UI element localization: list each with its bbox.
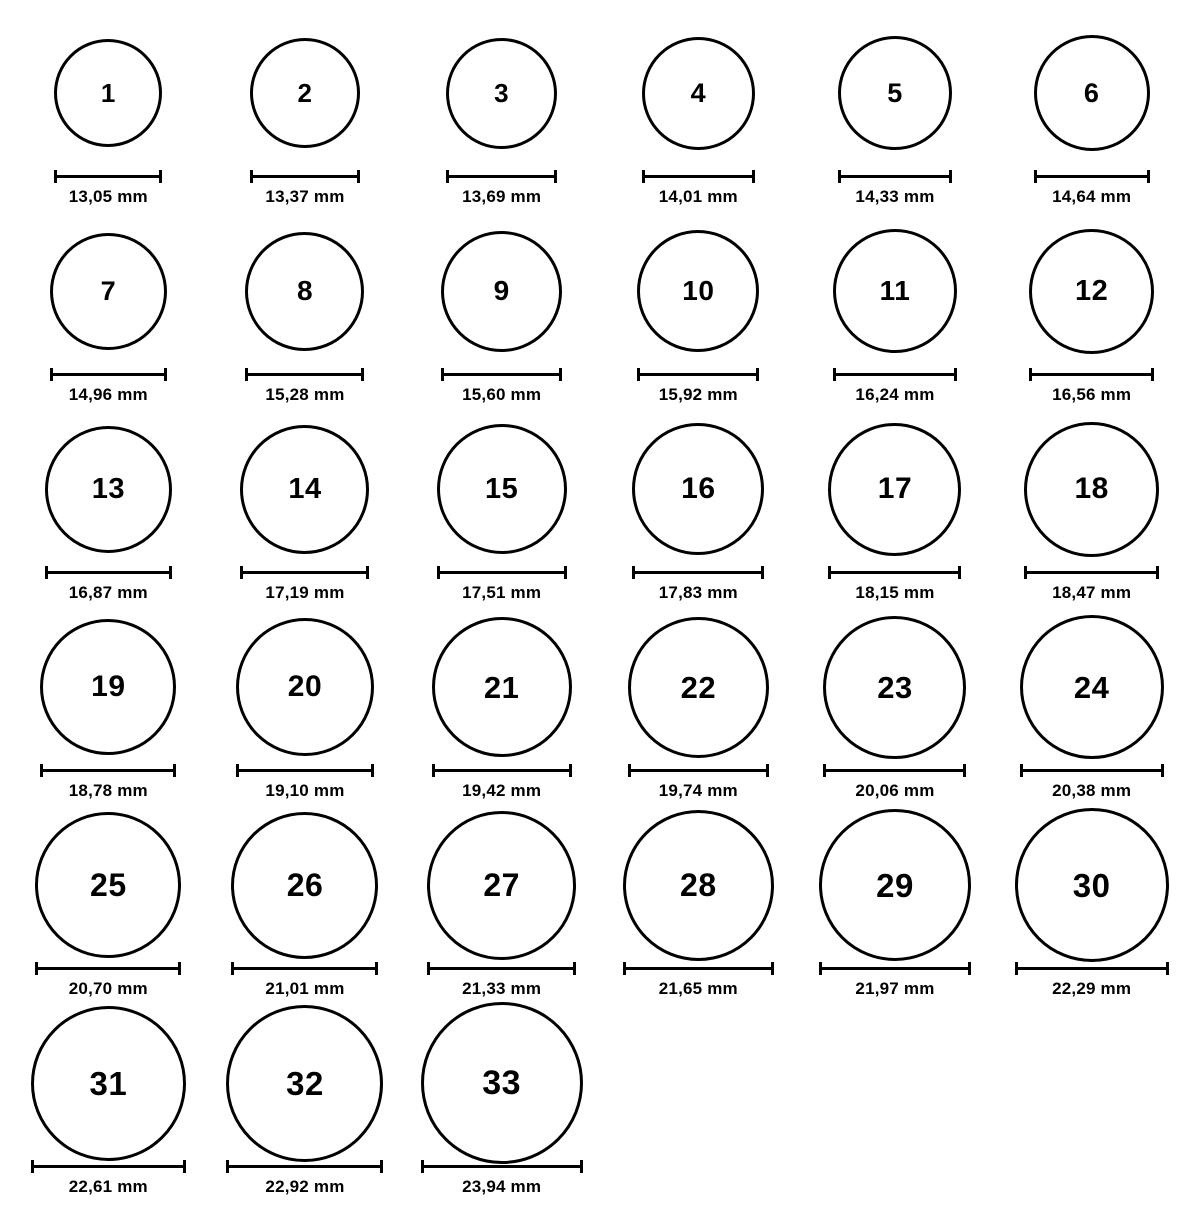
ring-size-number: 27	[483, 867, 520, 903]
ring-circle-wrapper	[231, 810, 378, 960]
measure-tick-right	[1151, 368, 1154, 381]
ring-size-cell	[10, 18, 206, 216]
ring-circle-icon	[632, 423, 764, 555]
measure-line	[50, 373, 167, 376]
measure-tick-left	[236, 764, 239, 777]
measure-tick-left	[441, 368, 444, 381]
ring-circle-wrapper	[446, 18, 557, 168]
diameter-measure-bar	[31, 1160, 186, 1172]
ring-size-number: 31	[89, 1064, 128, 1102]
ring-size-cell	[797, 216, 993, 414]
measure-line	[226, 1165, 383, 1168]
ring-circle-wrapper	[833, 216, 957, 366]
measure-tick-left	[432, 764, 435, 777]
ring-circle-wrapper	[441, 216, 562, 366]
ring-size-cell	[404, 612, 600, 810]
ring-circle-icon	[1024, 422, 1159, 557]
measure-tick-left	[1029, 368, 1032, 381]
measure-line	[833, 373, 957, 376]
diameter-measure-bar	[250, 170, 360, 182]
diameter-label: 14,01 mm	[658, 187, 738, 206]
ring-size-number: 15	[485, 472, 519, 505]
ring-size-cell	[797, 810, 993, 1008]
ring-size-cell	[600, 810, 796, 1008]
ring-size-cell	[994, 810, 1190, 1008]
diameter-label: 19,10 mm	[265, 781, 345, 800]
diameter-label: 18,47 mm	[1052, 583, 1132, 602]
measure-line	[54, 175, 162, 178]
measure-tick-left	[823, 764, 826, 777]
ring-circle-wrapper	[628, 612, 769, 762]
diameter-measure-bar	[437, 566, 567, 578]
diameter-label: 15,60 mm	[462, 385, 542, 404]
ring-size-number: 11	[879, 275, 911, 306]
measure-line	[1015, 967, 1169, 970]
measure-tick-left	[427, 962, 430, 975]
diameter-measure-bar	[427, 962, 576, 974]
ring-circle-wrapper	[838, 18, 952, 168]
ring-circle-icon	[240, 425, 369, 554]
ring-size-number: 29	[876, 866, 914, 904]
ring-circle-wrapper	[828, 414, 961, 564]
ring-size-cell	[600, 414, 796, 612]
measure-line	[236, 769, 374, 772]
ring-size-number: 4	[690, 77, 707, 108]
diameter-measure-bar	[838, 170, 952, 182]
measure-tick-right	[559, 368, 562, 381]
ring-circle-icon	[250, 38, 360, 148]
measure-tick-left	[828, 566, 831, 579]
ring-circle-icon	[421, 1002, 583, 1164]
ring-size-grid	[10, 18, 1190, 1206]
measure-tick-right	[357, 170, 360, 183]
ring-size-cell	[797, 18, 993, 216]
diameter-measure-bar	[240, 566, 369, 578]
measure-tick-right	[361, 368, 364, 381]
ring-circle-wrapper	[1024, 414, 1159, 564]
diameter-measure-bar	[819, 962, 971, 974]
ring-size-number: 24	[1073, 669, 1110, 705]
diameter-label: 17,19 mm	[265, 583, 345, 602]
measure-tick-right	[164, 368, 167, 381]
ring-size-number: 12	[1075, 274, 1109, 307]
ring-size-cell	[797, 414, 993, 612]
ring-size-cell	[404, 1008, 600, 1206]
diameter-label: 14,64 mm	[1052, 187, 1132, 206]
measure-tick-left	[632, 566, 635, 579]
measure-tick-left	[437, 566, 440, 579]
diameter-label: 13,37 mm	[265, 187, 345, 206]
diameter-measure-bar	[623, 962, 774, 974]
ring-circle-icon	[54, 39, 162, 147]
diameter-measure-bar	[828, 566, 961, 578]
ring-circle-icon	[45, 426, 172, 553]
diameter-label: 21,01 mm	[265, 979, 345, 998]
ring-circle-icon	[245, 232, 364, 351]
diameter-label: 16,87 mm	[68, 583, 148, 602]
ring-size-cell	[994, 414, 1190, 612]
diameter-label: 23,94 mm	[462, 1177, 542, 1196]
diameter-measure-bar	[823, 764, 966, 776]
measure-tick-left	[838, 170, 841, 183]
diameter-measure-bar	[628, 764, 769, 776]
diameter-measure-bar	[236, 764, 374, 776]
measure-tick-right	[380, 1160, 383, 1173]
diameter-measure-bar	[421, 1160, 583, 1172]
measure-tick-right	[366, 566, 369, 579]
ring-circle-wrapper	[432, 612, 572, 762]
ring-size-number: 23	[877, 669, 913, 705]
ring-circle-wrapper	[240, 414, 369, 564]
ring-size-number: 2	[297, 78, 313, 108]
ring-circle-icon	[236, 618, 374, 756]
ring-size-cell	[994, 18, 1190, 216]
measure-tick-left	[245, 368, 248, 381]
ring-size-cell	[600, 18, 796, 216]
measure-tick-right	[564, 566, 567, 579]
ring-circle-icon	[35, 812, 181, 958]
measure-tick-right	[752, 170, 755, 183]
diameter-measure-bar	[637, 368, 759, 380]
measure-tick-right	[963, 764, 966, 777]
ring-size-cell	[10, 810, 206, 1008]
diameter-measure-bar	[54, 170, 162, 182]
measure-tick-right	[968, 962, 971, 975]
ring-size-number: 6	[1083, 77, 1100, 108]
ring-circle-icon	[628, 617, 769, 758]
measure-tick-left	[421, 1160, 424, 1173]
measure-line	[427, 967, 576, 970]
ring-circle-wrapper	[642, 18, 755, 168]
ring-size-number: 16	[681, 472, 716, 505]
diameter-measure-bar	[446, 170, 557, 182]
ring-circle-wrapper	[632, 414, 764, 564]
ring-size-number: 5	[887, 77, 903, 108]
measure-tick-right	[375, 962, 378, 975]
measure-tick-left	[226, 1160, 229, 1173]
ring-circle-wrapper	[427, 810, 576, 960]
ring-circle-icon	[432, 617, 572, 757]
ring-circle-icon	[1034, 35, 1150, 151]
measure-line	[632, 571, 764, 574]
measure-line	[1034, 175, 1150, 178]
ring-size-number: 26	[286, 867, 324, 903]
ring-size-number: 33	[482, 1064, 522, 1102]
measure-tick-right	[1166, 962, 1169, 975]
measure-tick-left	[40, 764, 43, 777]
ring-size-number: 13	[91, 472, 125, 505]
measure-line	[40, 769, 176, 772]
ring-circle-icon	[623, 810, 774, 961]
ring-circle-wrapper	[236, 612, 374, 762]
diameter-measure-bar	[45, 566, 172, 578]
diameter-measure-bar	[432, 764, 572, 776]
ring-circle-wrapper	[623, 810, 774, 960]
ring-size-cell	[207, 414, 403, 612]
ring-size-number: 22	[680, 669, 717, 705]
measure-tick-right	[573, 962, 576, 975]
ring-size-cell	[404, 18, 600, 216]
ring-size-cell	[207, 810, 403, 1008]
ring-size-number: 14	[288, 472, 322, 505]
diameter-label: 22,61 mm	[68, 1177, 148, 1196]
ring-circle-icon	[50, 233, 167, 350]
diameter-measure-bar	[1034, 170, 1150, 182]
measure-line	[437, 571, 567, 574]
ring-size-number: 10	[682, 275, 715, 306]
ring-size-number: 30	[1072, 866, 1111, 904]
ring-circle-icon	[833, 229, 957, 353]
diameter-label: 15,28 mm	[265, 385, 345, 404]
measure-tick-right	[371, 764, 374, 777]
measure-line	[240, 571, 369, 574]
ring-circle-icon	[226, 1005, 383, 1162]
ring-circle-icon	[637, 230, 759, 352]
ring-circle-icon	[231, 812, 378, 959]
ring-circle-wrapper	[819, 810, 971, 960]
ring-size-number: 28	[680, 867, 717, 903]
ring-size-number: 3	[494, 78, 510, 108]
diameter-label: 18,78 mm	[68, 781, 148, 800]
measure-tick-right	[761, 566, 764, 579]
diameter-label: 16,24 mm	[855, 385, 935, 404]
diameter-label: 14,96 mm	[68, 385, 148, 404]
diameter-measure-bar	[642, 170, 755, 182]
measure-tick-right	[1147, 170, 1150, 183]
ring-circle-icon	[441, 231, 562, 352]
diameter-label: 22,92 mm	[265, 1177, 345, 1196]
measure-line	[421, 1165, 583, 1168]
diameter-measure-bar	[1024, 566, 1159, 578]
ring-circle-icon	[437, 424, 567, 554]
measure-tick-right	[183, 1160, 186, 1173]
diameter-label: 20,70 mm	[68, 979, 148, 998]
measure-line	[441, 373, 562, 376]
measure-tick-left	[54, 170, 57, 183]
ring-circle-wrapper	[421, 1008, 583, 1158]
ring-size-cell	[994, 612, 1190, 810]
ring-circle-wrapper	[35, 810, 181, 960]
ring-size-cell	[207, 216, 403, 414]
measure-line	[231, 967, 378, 970]
ring-size-cell	[207, 1008, 403, 1206]
measure-line	[823, 769, 966, 772]
diameter-label: 21,97 mm	[855, 979, 935, 998]
ring-circle-wrapper	[50, 216, 167, 366]
diameter-label: 16,56 mm	[1052, 385, 1132, 404]
ring-size-cell	[10, 414, 206, 612]
diameter-label: 21,33 mm	[462, 979, 542, 998]
measure-line	[432, 769, 572, 772]
ring-size-number: 9	[493, 275, 510, 306]
ring-circle-wrapper	[1034, 18, 1150, 168]
diameter-measure-bar	[833, 368, 957, 380]
measure-line	[1029, 373, 1154, 376]
diameter-measure-bar	[226, 1160, 383, 1172]
measure-line	[31, 1165, 186, 1168]
ring-circle-icon	[838, 36, 952, 150]
diameter-measure-bar	[1020, 764, 1164, 776]
measure-line	[828, 571, 961, 574]
diameter-label: 19,42 mm	[462, 781, 542, 800]
diameter-label: 13,69 mm	[462, 187, 542, 206]
diameter-label: 19,74 mm	[658, 781, 738, 800]
ring-size-number: 7	[100, 275, 117, 306]
ring-size-cell	[404, 810, 600, 1008]
diameter-measure-bar	[50, 368, 167, 380]
measure-tick-right	[159, 170, 162, 183]
measure-tick-right	[1156, 566, 1159, 579]
measure-line	[1024, 571, 1159, 574]
ring-size-cell	[600, 216, 796, 414]
measure-tick-right	[954, 368, 957, 381]
measure-line	[250, 175, 360, 178]
ring-circle-wrapper	[823, 612, 966, 762]
ring-circle-icon	[1029, 229, 1154, 354]
ring-circle-wrapper	[250, 18, 360, 168]
measure-tick-left	[31, 1160, 34, 1173]
diameter-measure-bar	[231, 962, 378, 974]
diameter-measure-bar	[441, 368, 562, 380]
measure-tick-left	[250, 170, 253, 183]
diameter-measure-bar	[35, 962, 181, 974]
diameter-label: 17,83 mm	[658, 583, 738, 602]
ring-size-cell	[994, 216, 1190, 414]
measure-tick-right	[771, 962, 774, 975]
ring-size-cell	[404, 216, 600, 414]
measure-line	[628, 769, 769, 772]
ring-size-number: 19	[91, 670, 126, 703]
ring-circle-icon	[642, 37, 755, 150]
ring-circle-wrapper	[1015, 810, 1169, 960]
ring-size-number: 1	[100, 78, 116, 108]
ring-size-number: 25	[90, 867, 127, 903]
ring-size-cell	[797, 612, 993, 810]
diameter-label: 20,06 mm	[855, 781, 935, 800]
ring-size-number: 8	[296, 275, 314, 306]
ring-size-cell	[10, 216, 206, 414]
ring-circle-wrapper	[1029, 216, 1154, 366]
ring-circle-icon	[427, 811, 576, 960]
diameter-measure-bar	[40, 764, 176, 776]
ring-circle-wrapper	[1020, 612, 1164, 762]
measure-line	[245, 373, 364, 376]
measure-tick-right	[580, 1160, 583, 1173]
ring-circle-wrapper	[637, 216, 759, 366]
diameter-measure-bar	[245, 368, 364, 380]
ring-size-cell	[207, 18, 403, 216]
diameter-label: 20,38 mm	[1052, 781, 1132, 800]
measure-tick-right	[554, 170, 557, 183]
measure-tick-left	[642, 170, 645, 183]
ring-circle-icon	[823, 616, 966, 759]
measure-tick-left	[1020, 764, 1023, 777]
measure-tick-right	[173, 764, 176, 777]
measure-tick-left	[1034, 170, 1037, 183]
ring-size-cell	[10, 612, 206, 810]
ring-circle-icon	[31, 1006, 186, 1161]
diameter-label: 22,29 mm	[1052, 979, 1132, 998]
measure-line	[446, 175, 557, 178]
measure-tick-left	[35, 962, 38, 975]
measure-tick-left	[240, 566, 243, 579]
ring-circle-wrapper	[31, 1008, 186, 1158]
ring-circle-icon	[819, 809, 971, 961]
measure-tick-left	[1015, 962, 1018, 975]
ring-circle-icon	[40, 619, 176, 755]
ring-size-cell	[600, 612, 796, 810]
measure-tick-left	[446, 170, 449, 183]
ring-circle-wrapper	[45, 414, 172, 564]
measure-tick-left	[1024, 566, 1027, 579]
diameter-label: 18,15 mm	[855, 583, 935, 602]
ring-circle-icon	[828, 423, 961, 556]
measure-tick-left	[637, 368, 640, 381]
measure-line	[637, 373, 759, 376]
ring-circle-wrapper	[54, 18, 162, 168]
diameter-measure-bar	[1029, 368, 1154, 380]
measure-tick-left	[50, 368, 53, 381]
ring-size-number: 18	[1074, 472, 1109, 505]
ring-circle-icon	[1015, 808, 1169, 962]
measure-tick-left	[833, 368, 836, 381]
measure-tick-right	[766, 764, 769, 777]
diameter-label: 17,51 mm	[462, 583, 542, 602]
measure-tick-right	[756, 368, 759, 381]
measure-tick-left	[819, 962, 822, 975]
diameter-measure-bar	[1015, 962, 1169, 974]
measure-line	[35, 967, 181, 970]
measure-line	[1020, 769, 1164, 772]
measure-tick-right	[569, 764, 572, 777]
diameter-label: 21,65 mm	[658, 979, 738, 998]
ring-size-number: 32	[286, 1064, 324, 1102]
ring-size-cell	[10, 1008, 206, 1206]
ring-circle-wrapper	[437, 414, 567, 564]
ring-size-number: 17	[877, 472, 913, 505]
measure-tick-left	[628, 764, 631, 777]
measure-line	[838, 175, 952, 178]
ring-size-number: 20	[287, 670, 323, 703]
diameter-measure-bar	[632, 566, 764, 578]
measure-line	[642, 175, 755, 178]
ring-size-number: 21	[483, 669, 520, 705]
ring-circle-icon	[446, 38, 557, 149]
ring-circle-wrapper	[245, 216, 364, 366]
diameter-label: 14,33 mm	[855, 187, 935, 206]
diameter-label: 13,05 mm	[68, 187, 148, 206]
measure-line	[819, 967, 971, 970]
ring-size-cell	[404, 414, 600, 612]
measure-tick-left	[45, 566, 48, 579]
measure-tick-left	[623, 962, 626, 975]
ring-circle-icon	[1020, 615, 1164, 759]
diameter-label: 15,92 mm	[658, 385, 738, 404]
measure-tick-left	[231, 962, 234, 975]
measure-line	[623, 967, 774, 970]
measure-tick-right	[1161, 764, 1164, 777]
measure-line	[45, 571, 172, 574]
ring-circle-wrapper	[40, 612, 176, 762]
ring-circle-wrapper	[226, 1008, 383, 1158]
ring-size-cell	[207, 612, 403, 810]
measure-tick-right	[958, 566, 961, 579]
measure-tick-right	[178, 962, 181, 975]
measure-tick-right	[169, 566, 172, 579]
measure-tick-right	[949, 170, 952, 183]
